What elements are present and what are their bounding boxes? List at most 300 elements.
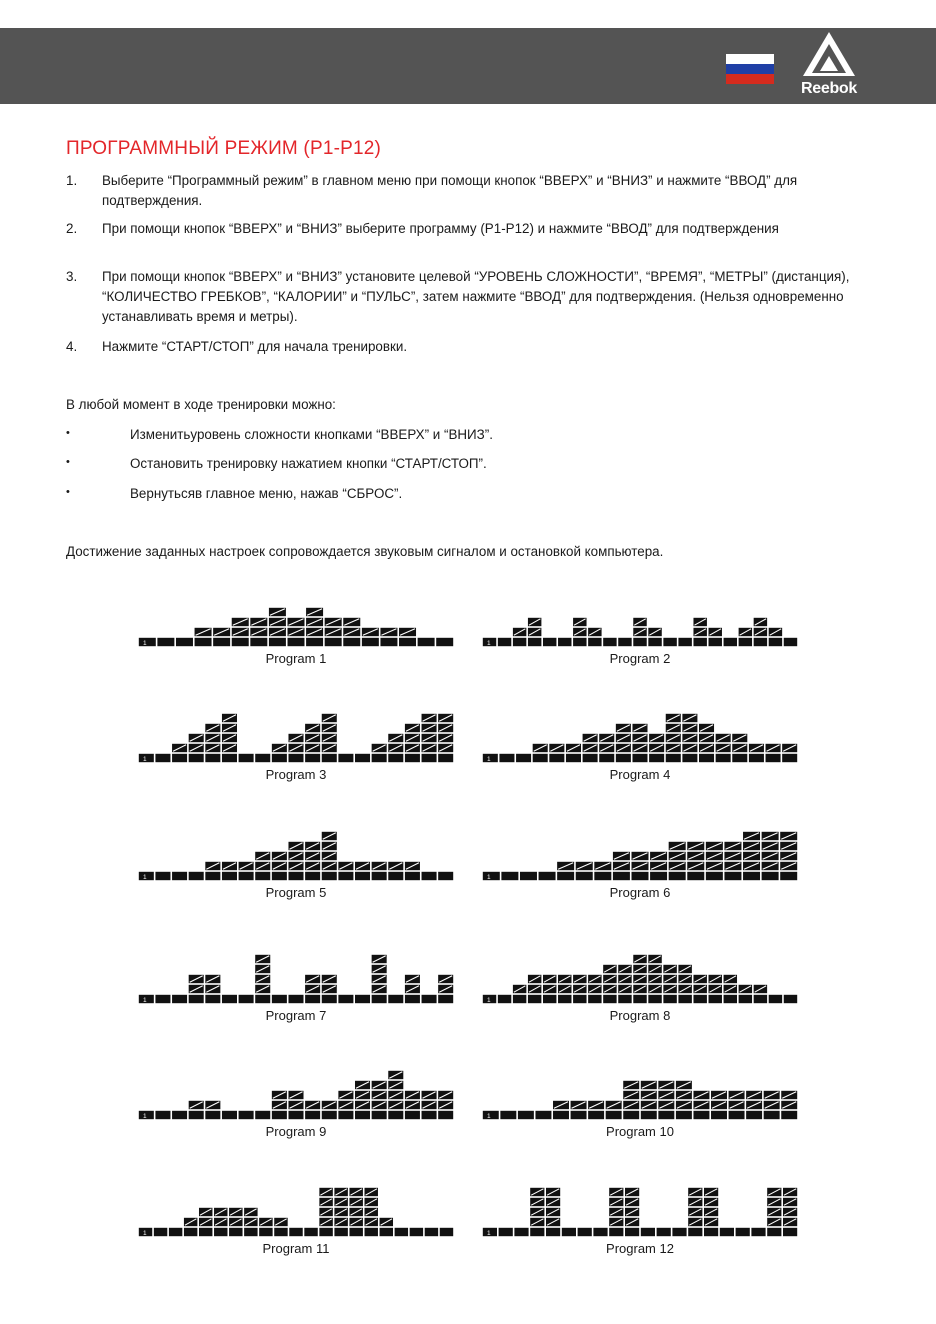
profile-bar [769, 628, 782, 646]
profile-bar [440, 1228, 453, 1236]
profile-cell [349, 1228, 362, 1236]
profile-cell [255, 754, 270, 762]
step-number: 4. [66, 339, 78, 354]
profile-bar [155, 754, 170, 762]
profile-cell [189, 1111, 204, 1119]
profile-bar [678, 965, 691, 1003]
profile-cell [687, 872, 704, 880]
profile-bar [641, 1228, 655, 1236]
profile-cell [573, 995, 586, 1003]
profile-cell [599, 754, 614, 762]
profile-cell [362, 638, 379, 646]
profile-cell [784, 638, 797, 646]
profile-bar [272, 995, 287, 1003]
bullet-text: Вернутьсяв главное меню, нажав “СБРОС”. [130, 486, 403, 501]
profile-bar [289, 1228, 302, 1236]
profile-cell [438, 995, 453, 1003]
profile-bar [155, 872, 170, 880]
profile-cell [305, 1111, 320, 1119]
profile-bar [720, 1228, 734, 1236]
start-level-label: 1 [143, 996, 147, 1004]
page-title: ПРОГРАММНЫЙ РЕЖИМ (P1-P12) [66, 138, 382, 159]
profile-bar [250, 618, 267, 646]
footer-note: Достижение заданных настроек сопровождается звуковым сигналом и остановкой компьютера. [66, 544, 664, 559]
profile-cell [633, 995, 646, 1003]
profile-cell [780, 872, 797, 880]
profile-bar [422, 714, 437, 762]
profile-bar [682, 714, 697, 762]
profile-cell [706, 872, 723, 880]
profile-cell [405, 995, 420, 1003]
profile-cell [658, 1111, 674, 1119]
program-label: Program 6 [609, 885, 671, 900]
profile-bar [319, 1188, 332, 1236]
start-level-label: 1 [143, 873, 147, 881]
profile-cell [205, 872, 220, 880]
bullet-dot: • [66, 456, 70, 468]
program-chart [138, 1167, 454, 1237]
profile-bar [739, 628, 752, 646]
profile-cell [255, 872, 270, 880]
profile-bar [172, 744, 187, 762]
profile-bar [322, 975, 337, 1003]
profile-bar [535, 1111, 551, 1119]
profile-cell [388, 872, 403, 880]
profile-cell [176, 638, 193, 646]
profile-cell [239, 995, 254, 1003]
profile-bar [699, 724, 714, 762]
profile-cell [213, 638, 230, 646]
profile-cell [571, 1111, 587, 1119]
profile-bar [272, 852, 287, 880]
profile-cell [724, 995, 737, 1003]
profile-bar [372, 744, 387, 762]
profile-bar [583, 734, 598, 762]
profile-bar [666, 714, 681, 762]
profile-bar [688, 1188, 702, 1236]
profile-bar [588, 628, 601, 646]
profile-cell [272, 872, 287, 880]
profile-cell [498, 638, 511, 646]
profile-cell [288, 995, 303, 1003]
profile-bar [553, 1101, 569, 1119]
profile-cell [781, 1111, 797, 1119]
profile-cell [672, 1228, 686, 1236]
profile-bar [764, 1091, 780, 1119]
profile-cell [244, 1228, 257, 1236]
profile-cell [338, 754, 353, 762]
profile-cell [632, 872, 649, 880]
profile-bar [613, 852, 630, 880]
profile-cell [372, 1111, 387, 1119]
profile-bar [372, 1081, 387, 1119]
profile-bar [724, 638, 737, 646]
profile-bar [650, 852, 667, 880]
profile-bar [189, 975, 204, 1003]
profile-cell [546, 1228, 560, 1236]
profile-bar [322, 1101, 337, 1119]
profile-cell [688, 1228, 702, 1236]
program-chart [138, 693, 454, 763]
profile-cell [422, 995, 437, 1003]
profile-cell [305, 995, 320, 1003]
profile-cell [539, 872, 556, 880]
profile-cell [609, 1228, 623, 1236]
program-chart-svg [138, 1167, 454, 1237]
profile-cell [269, 638, 286, 646]
profile-bar [405, 975, 420, 1003]
profile-cell [743, 872, 760, 880]
profile-cell [319, 1228, 332, 1236]
profile-cell [325, 638, 342, 646]
program-chart-svg [138, 811, 454, 881]
profile-bar [729, 1091, 745, 1119]
profile-bar [229, 1208, 242, 1236]
profile-cell [693, 638, 706, 646]
profile-bar [205, 724, 220, 762]
profile-bar [609, 1188, 623, 1236]
profile-bar [355, 862, 370, 880]
program-chart-svg [482, 577, 798, 647]
profile-cell [736, 1228, 750, 1236]
flag-stripe-blue [726, 64, 774, 74]
profile-cell [588, 1111, 604, 1119]
profile-cell [518, 1111, 534, 1119]
start-level-label: 1 [487, 1229, 491, 1237]
profile-bar [743, 832, 760, 880]
profile-cell [583, 754, 598, 762]
profile-cell [573, 638, 586, 646]
profile-cell [205, 995, 220, 1003]
profile-bar [557, 862, 574, 880]
profile-bar [576, 862, 593, 880]
profile-cell [649, 754, 664, 762]
profile-bar [239, 754, 254, 762]
profile-cell [395, 1228, 408, 1236]
profile-cell [440, 1228, 453, 1236]
profile-bar [558, 638, 571, 646]
profile-bar [558, 975, 571, 1003]
profile-cell [155, 995, 170, 1003]
profile-cell [322, 872, 337, 880]
profile-bar [388, 862, 403, 880]
profile-cell [388, 995, 403, 1003]
program-label: Program 5 [265, 885, 327, 900]
program-label: Program 10 [606, 1124, 674, 1139]
profile-bar [663, 638, 676, 646]
profile-cell [239, 754, 254, 762]
profile-bar [784, 995, 797, 1003]
profile-bar [513, 628, 526, 646]
profile-bar [533, 744, 548, 762]
step-item [66, 219, 866, 239]
profile-bar [418, 638, 435, 646]
profile-cell [558, 638, 571, 646]
profile-bar [633, 618, 646, 646]
profile-bar [676, 1081, 692, 1119]
profile-bar [157, 638, 174, 646]
flag-stripe-white [726, 54, 774, 64]
profile-bar [259, 1218, 272, 1236]
profile-cell [288, 872, 303, 880]
profile-cell [222, 995, 237, 1003]
profile-cell [716, 754, 731, 762]
start-level-label: 1 [487, 996, 491, 1004]
profile-bar [306, 608, 323, 646]
profile-bar [213, 628, 230, 646]
profile-cell [533, 754, 548, 762]
profile-bar [499, 1228, 513, 1236]
profile-bar [573, 618, 586, 646]
russian-flag-icon [726, 54, 774, 84]
profile-bar [222, 862, 237, 880]
profile-bar [648, 628, 661, 646]
profile-cell [520, 872, 537, 880]
profile-bar [272, 744, 287, 762]
program-label: Program 11 [262, 1241, 330, 1256]
profile-cell [618, 638, 631, 646]
profile-bar [139, 638, 156, 646]
profile-cell [438, 754, 453, 762]
profile-bar [239, 862, 254, 880]
profile-bar [205, 975, 220, 1003]
program-chart [482, 577, 798, 647]
profile-cell [422, 872, 437, 880]
profile-bar [388, 734, 403, 762]
profile-bar [380, 1218, 393, 1236]
profile-cell [650, 872, 667, 880]
profile-bar [594, 862, 611, 880]
profile-bar [632, 852, 649, 880]
profile-cell [593, 1228, 607, 1236]
profile-cell [616, 754, 631, 762]
profile-bar [539, 872, 556, 880]
profile-bar [154, 1228, 167, 1236]
profile-cell [436, 638, 453, 646]
profile-bar [709, 975, 722, 1003]
profile-bar [362, 628, 379, 646]
profile-bar [288, 995, 303, 1003]
profile-bar [648, 955, 661, 1003]
profile-cell [189, 754, 204, 762]
profile-bar [189, 872, 204, 880]
profile-bar [520, 872, 537, 880]
profile-cell [405, 754, 420, 762]
profile-cell [418, 638, 435, 646]
profile-bar [422, 995, 437, 1003]
profile-cell [623, 1111, 639, 1119]
profile-cell [557, 872, 574, 880]
profile-cell [410, 1228, 423, 1236]
profile-cell [172, 995, 187, 1003]
profile-bar [338, 995, 353, 1003]
step-number: 1. [66, 173, 78, 188]
profile-bar [641, 1081, 657, 1119]
profile-cell [769, 638, 782, 646]
profile-cell [693, 1111, 709, 1119]
program-chart-svg [482, 811, 798, 881]
profile-cell [732, 754, 747, 762]
profile-bar [625, 1188, 639, 1236]
profile-cell [365, 1228, 378, 1236]
profile-bar [195, 628, 212, 646]
profile-cell [766, 754, 781, 762]
profile-cell [305, 754, 320, 762]
profile-cell [543, 995, 556, 1003]
profile-cell [693, 995, 706, 1003]
profile-cell [438, 872, 453, 880]
program-chart [138, 1050, 454, 1120]
profile-bar [343, 618, 360, 646]
program-label: Program 1 [265, 651, 327, 666]
profile-bar [499, 754, 514, 762]
step-item [66, 337, 866, 357]
profile-cell [380, 1228, 393, 1236]
profile-cell [669, 872, 686, 880]
profile-cell [322, 1111, 337, 1119]
profile-cell [388, 754, 403, 762]
profile-bar [623, 1081, 639, 1119]
profile-bar [322, 832, 337, 880]
profile-cell [199, 1228, 212, 1236]
profile-bar [338, 754, 353, 762]
profile-bar [632, 724, 647, 762]
profile-bar [172, 1111, 187, 1119]
profile-cell [222, 1111, 237, 1119]
profile-bar [500, 1111, 516, 1119]
profile-bar [184, 1218, 197, 1236]
profile-cell [724, 638, 737, 646]
profile-cell [553, 1111, 569, 1119]
profile-cell [513, 638, 526, 646]
profile-cell [259, 1228, 272, 1236]
program-chart-svg [138, 693, 454, 763]
profile-bar [288, 618, 305, 646]
profile-bar [438, 872, 453, 880]
profile-cell [405, 1111, 420, 1119]
profile-bar [155, 995, 170, 1003]
profile-bar [355, 1081, 370, 1119]
profile-cell [483, 1111, 499, 1119]
program-chart-svg [482, 693, 798, 763]
profile-bar [754, 985, 767, 1003]
profile-cell [388, 1111, 403, 1119]
program-label: Program 7 [265, 1008, 327, 1023]
start-level-label: 1 [143, 1112, 147, 1120]
profile-cell [500, 1111, 516, 1119]
profile-cell [746, 1111, 762, 1119]
profile-cell [711, 1111, 727, 1119]
profile-bar [516, 754, 531, 762]
profile-bar [388, 1071, 403, 1119]
profile-cell [739, 638, 752, 646]
profile-bar [169, 1228, 182, 1236]
profile-cell [501, 872, 518, 880]
profile-bar [633, 955, 646, 1003]
profile-bar [199, 1208, 212, 1236]
profile-bar [483, 1111, 499, 1119]
profile-bar [716, 734, 731, 762]
bullet-text: Остановить тренировку нажатием кнопки “СТАРТ/СТОП”. [130, 456, 487, 471]
program-chart [482, 693, 798, 763]
profile-cell [641, 1228, 655, 1236]
profile-bar [288, 1091, 303, 1119]
program-chart [138, 811, 454, 881]
profile-bar [189, 734, 204, 762]
profile-cell [172, 1111, 187, 1119]
profile-bar [543, 638, 556, 646]
profile-bar [736, 1228, 750, 1236]
profile-cell [498, 995, 511, 1003]
start-level-label: 1 [143, 1229, 147, 1237]
profile-cell [483, 872, 500, 880]
profile-bar [239, 1111, 254, 1119]
bullet-item [66, 486, 766, 501]
program-chart [482, 934, 798, 1004]
profile-cell [764, 1111, 780, 1119]
program-label: Program 8 [609, 1008, 671, 1023]
profile-bar [334, 1188, 347, 1236]
profile-cell [566, 754, 581, 762]
profile-cell [222, 754, 237, 762]
profile-cell [338, 1111, 353, 1119]
profile-cell [499, 1228, 513, 1236]
profile-bar [769, 995, 782, 1003]
profile-bar [189, 1101, 204, 1119]
profile-bar [549, 744, 564, 762]
profile-cell [222, 872, 237, 880]
profile-bar [513, 985, 526, 1003]
profile-bar [338, 1091, 353, 1119]
profile-cell [754, 995, 767, 1003]
program-chart [138, 577, 454, 647]
program-chart-svg [482, 934, 798, 1004]
profile-cell [355, 754, 370, 762]
profile-cell [304, 1228, 317, 1236]
profile-bar [749, 744, 764, 762]
program-label: Program 2 [609, 651, 671, 666]
profile-bar [305, 975, 320, 1003]
program-chart-svg [482, 1050, 798, 1120]
profile-bar [693, 975, 706, 1003]
profile-cell [343, 638, 360, 646]
profile-bar [693, 1091, 709, 1119]
profile-cell [666, 754, 681, 762]
profile-bar [399, 628, 416, 646]
bullet-dot: • [66, 427, 70, 439]
during-intro: В любой момент в ходе тренировки можно: [66, 397, 336, 412]
profile-bar [349, 1188, 362, 1236]
step-item [66, 267, 866, 327]
step-text: При помощи кнопок “ВВЕРХ” и “ВНИЗ” установите целевой “УРОВЕНЬ СЛОЖНОСТИ”, “ВРЕМЯ”, “МЕТРЫ” (дистанция), “КОЛИЧЕСТВО ГРЕБКОВ”, “КАЛОРИИ” и “ПУЛЬС”, затем нажмите “ВВОД” для подтверждения. (Нельзя одновременно устанавливать время и метры). [102, 269, 850, 324]
profile-bar [305, 724, 320, 762]
profile-bar [767, 1188, 781, 1236]
profile-cell [372, 754, 387, 762]
profile-cell [648, 995, 661, 1003]
program-chart [482, 1050, 798, 1120]
profile-cell [139, 638, 156, 646]
profile-bar [176, 638, 193, 646]
profile-bar [325, 618, 342, 646]
profile-cell [784, 995, 797, 1003]
profile-bar [704, 1188, 718, 1236]
profile-bar [269, 608, 286, 646]
profile-bar [372, 862, 387, 880]
profile-cell [613, 872, 630, 880]
profile-cell [205, 754, 220, 762]
profile-bar [405, 724, 420, 762]
profile-cell [288, 1111, 303, 1119]
